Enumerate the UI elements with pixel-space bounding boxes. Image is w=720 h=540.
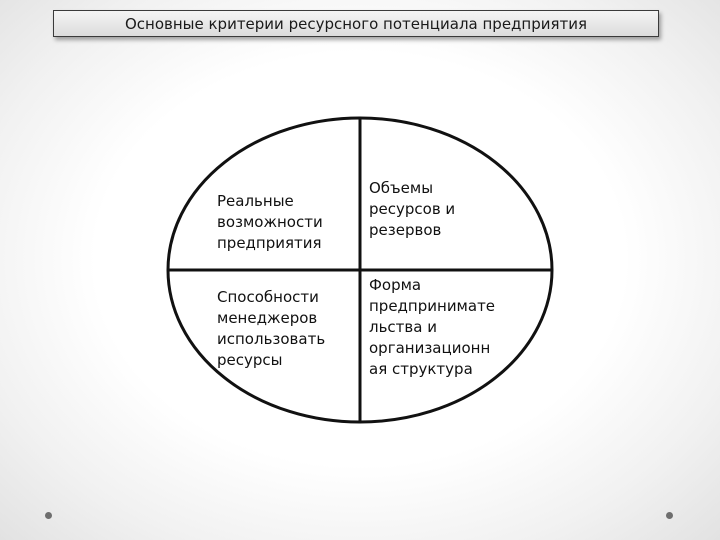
slide-title: Основные критерии ресурсного потенциала предприятия (124, 14, 588, 33)
quadrant-manager-abilities: Способности менеджеров использовать ресурсы (217, 288, 326, 369)
quadrant-organizational-form: Форма предпринимате льства и организационн ая структура (369, 276, 496, 378)
corner-dot-right (666, 512, 673, 519)
quadrant-resource-volumes: Объемы ресурсов и резервов (369, 179, 456, 239)
corner-dot-left (45, 512, 52, 519)
quadrant-real-capabilities: Реальные возможности предприятия (217, 192, 323, 252)
